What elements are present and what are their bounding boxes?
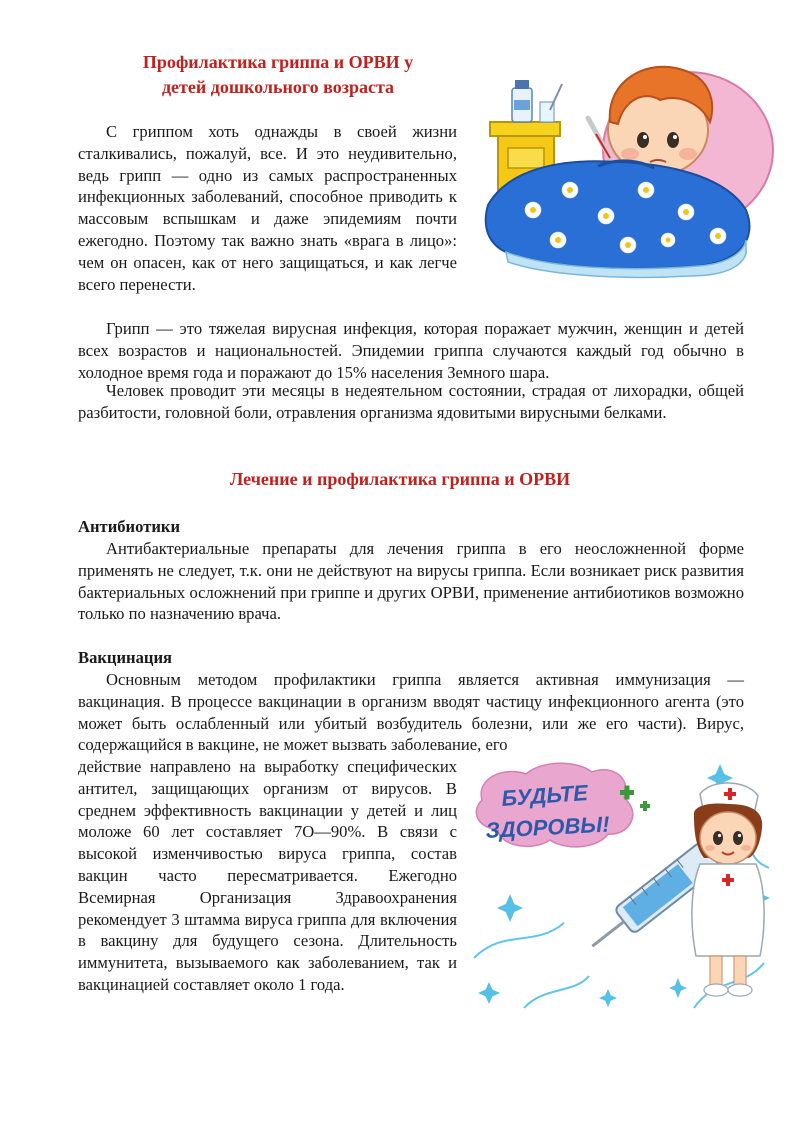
banner-line2: ЗДОРОВЫ! (484, 811, 611, 843)
antibiotics-paragraph: Антибактериальные препараты для лечения гриппа в его неосложненной форме применять не следует, т.к. они не действуют на вирусы гриппа. Если возникает риск развития бактериальных осложнений при гриппе и других ОРВИ, применение антибиотиков возможно только по назначению врача. (78, 539, 744, 624)
page-title (78, 50, 478, 100)
nurse-illustration (464, 758, 784, 1010)
intro-paragraph-2: Грипп — это тяжелая вирусная инфекция, которая поражает мужчин, женщин и детей всех возрастов и национальностей. Эпидемии гриппа случаются каждый год обычно в холодное время года и поражают до 15% населения Земного шара. (78, 319, 744, 382)
vaccination-paragraph-full: Основным методом профилактики гриппа является активная иммунизация — вакцинация. В процессе вакцинации в организм вводят частицу инфекционного агента (это может быть ослабленный или убитый возбудитель болезни, или же его части). Вирус, содержащийся в вакцине, не может вызвать заболевание, его (78, 670, 744, 755)
page-title-line1: Профилактика гриппа и ОРВИ у (142, 52, 414, 72)
intro-paragraph-1: С гриппом хоть однажды в своей жизни сталкивались, пожалуй, все. И это неудивительно, ведь грипп — одно из самых распространенных инфекционных заболеваний, способное приводить к массовым вспышкам и даже эпидемиям почти ежегодно. Поэтому так важно знать «врага в лицо»: чем он опасен, как от него защищаться, и как легче всего перенести. (78, 122, 457, 294)
intro-paragraph-3: Человек проводит эти месяцы в недеятельном состоянии, страдая от лихорадки, общей разбитости, головной боли, отравления организма ядовитыми вирусными белками. (78, 381, 744, 422)
vaccination-paragraph-narrow: действие направлено на выработку специфических антител, защищающих организм от вирусов. В среднем эффективность вакцинации у детей и лиц моложе 60 лет составляет 7О—90%. В связи с высокой изменчивостью вируса гриппа, состав вакцин часто пересматривается. Ежегодно Всемирная Организация Здравоохранения рекомендует 3 штамма вируса гриппа для включения в вакцину для будущего сезона. Длительность иммунитета, вызываемого как заболеванием, так и вакцинацией составляет около 1 года. (78, 757, 457, 994)
banner-line1: БУДЬТЕ (500, 780, 589, 811)
antibiotics-heading: Антибиотики (78, 517, 181, 536)
page-title-line2: детей дошкольного возраста (161, 77, 395, 97)
section-title: Лечение и профилактика гриппа и ОРВИ (229, 469, 571, 489)
vaccination-heading: Вакцинация (78, 648, 173, 667)
sick-child-illustration (478, 40, 778, 280)
